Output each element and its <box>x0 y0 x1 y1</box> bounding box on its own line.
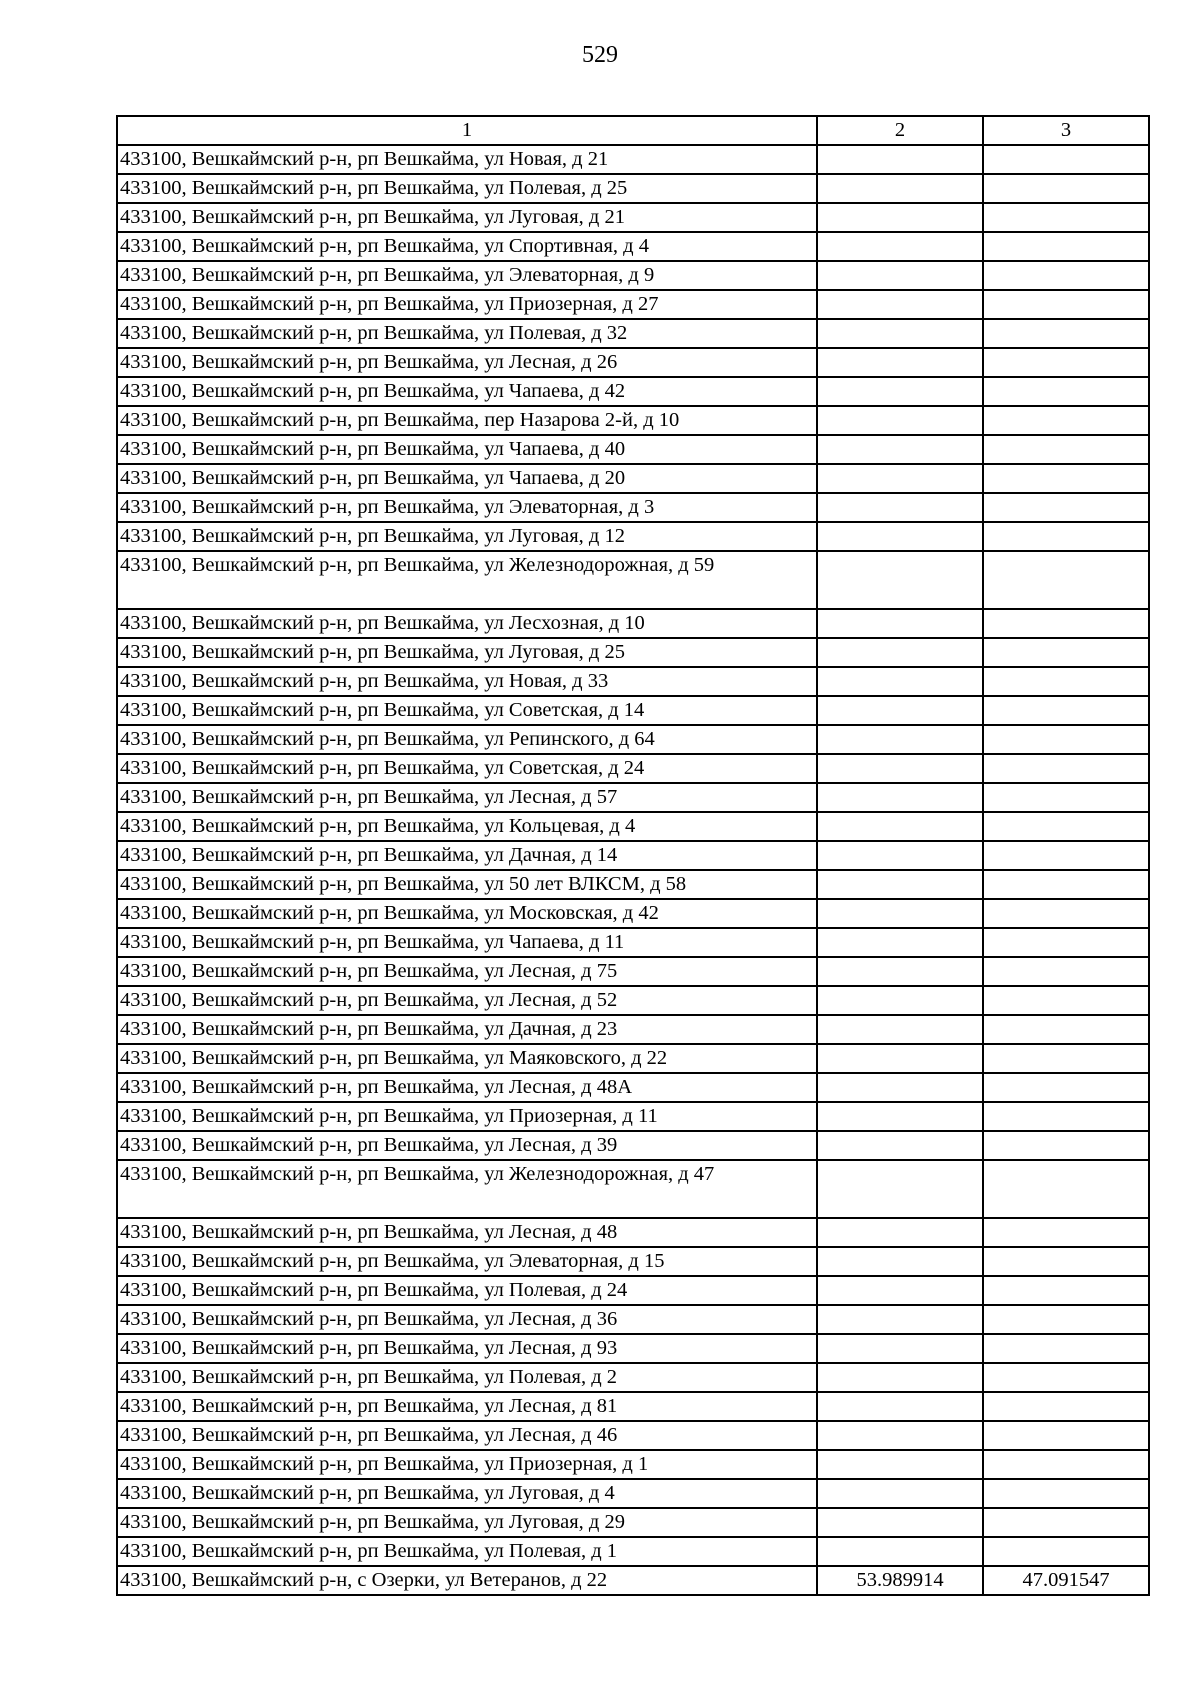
longitude-cell <box>983 638 1149 667</box>
longitude-cell <box>983 1247 1149 1276</box>
latitude-cell <box>817 899 983 928</box>
table-row <box>117 725 1149 754</box>
table-row <box>117 319 1149 348</box>
address-cell: 433100, Вешкаймский р-н, рп Вешкайма, ул Дачная, д 23 <box>117 1015 817 1044</box>
latitude-cell <box>817 1392 983 1421</box>
longitude-cell <box>983 232 1149 261</box>
table-row <box>117 377 1149 406</box>
address-cell: 433100, Вешкаймский р-н, рп Вешкайма, ул Спортивная, д 4 <box>117 232 817 261</box>
longitude-cell <box>983 754 1149 783</box>
address-cell: 433100, Вешкаймский р-н, рп Вешкайма, ул Луговая, д 4 <box>117 1479 817 1508</box>
latitude-cell <box>817 232 983 261</box>
table-row <box>117 1508 1149 1537</box>
table-row <box>117 261 1149 290</box>
longitude-cell <box>983 841 1149 870</box>
latitude-cell <box>817 1276 983 1305</box>
address-table <box>116 115 1150 1596</box>
table-row <box>117 783 1149 812</box>
table-row <box>117 1334 1149 1363</box>
latitude-cell <box>817 1102 983 1131</box>
address-cell: 433100, Вешкаймский р-н, рп Вешкайма, ул Лесная, д 81 <box>117 1392 817 1421</box>
longitude-cell <box>983 1450 1149 1479</box>
address-cell: 433100, Вешкаймский р-н, рп Вешкайма, ул Кольцевая, д 4 <box>117 812 817 841</box>
latitude-cell <box>817 464 983 493</box>
column-header-2: 2 <box>817 116 983 145</box>
longitude-cell <box>983 928 1149 957</box>
address-cell: 433100, Вешкаймский р-н, рп Вешкайма, ул Луговая, д 25 <box>117 638 817 667</box>
latitude-cell <box>817 1073 983 1102</box>
address-cell: 433100, Вешкаймский р-н, рп Вешкайма, ул Полевая, д 25 <box>117 174 817 203</box>
address-cell: 433100, Вешкаймский р-н, рп Вешкайма, ул Московская, д 42 <box>117 899 817 928</box>
address-cell: 433100, Вешкаймский р-н, рп Вешкайма, ул Лесная, д 39 <box>117 1131 817 1160</box>
address-cell: 433100, Вешкаймский р-н, рп Вешкайма, ул Лесная, д 26 <box>117 348 817 377</box>
table-row <box>117 1015 1149 1044</box>
address-cell: 433100, Вешкаймский р-н, рп Вешкайма, ул Приозерная, д 27 <box>117 290 817 319</box>
table-row <box>117 1276 1149 1305</box>
table-row <box>117 870 1149 899</box>
longitude-cell <box>983 812 1149 841</box>
table-row <box>117 290 1149 319</box>
latitude-cell <box>817 638 983 667</box>
latitude-cell <box>817 1479 983 1508</box>
address-cell: 433100, Вешкаймский р-н, рп Вешкайма, ул Лесная, д 36 <box>117 1305 817 1334</box>
table-row <box>117 1160 1149 1218</box>
table-row <box>117 406 1149 435</box>
longitude-cell <box>983 1044 1149 1073</box>
latitude-cell <box>817 696 983 725</box>
longitude-cell <box>983 1160 1149 1218</box>
longitude-cell <box>983 1305 1149 1334</box>
latitude-cell <box>817 174 983 203</box>
latitude-cell <box>817 1015 983 1044</box>
address-cell: 433100, Вешкаймский р-н, рп Вешкайма, ул Чапаева, д 40 <box>117 435 817 464</box>
longitude-cell <box>983 464 1149 493</box>
latitude-cell <box>817 1334 983 1363</box>
longitude-cell <box>983 406 1149 435</box>
latitude-cell <box>817 145 983 174</box>
address-cell: 433100, Вешкаймский р-н, с Озерки, ул Ветеранов, д 22 <box>117 1566 817 1595</box>
table-row <box>117 609 1149 638</box>
latitude-cell <box>817 1160 983 1218</box>
table-row <box>117 493 1149 522</box>
longitude-cell <box>983 870 1149 899</box>
longitude-cell <box>983 609 1149 638</box>
address-cell: 433100, Вешкаймский р-н, рп Вешкайма, ул Лесная, д 93 <box>117 1334 817 1363</box>
longitude-cell <box>983 667 1149 696</box>
address-cell: 433100, Вешкаймский р-н, рп Вешкайма, ул Чапаева, д 42 <box>117 377 817 406</box>
table-row <box>117 551 1149 609</box>
latitude-cell <box>817 406 983 435</box>
latitude-cell <box>817 551 983 609</box>
longitude-cell <box>983 1073 1149 1102</box>
longitude-cell <box>983 377 1149 406</box>
latitude-cell <box>817 986 983 1015</box>
table-row <box>117 232 1149 261</box>
longitude-cell <box>983 899 1149 928</box>
table-header-row <box>117 116 1149 145</box>
longitude-cell <box>983 435 1149 464</box>
address-cell: 433100, Вешкаймский р-н, рп Вешкайма, ул Элеваторная, д 9 <box>117 261 817 290</box>
latitude-cell <box>817 1247 983 1276</box>
address-cell: 433100, Вешкаймский р-н, рп Вешкайма, ул Лесная, д 46 <box>117 1421 817 1450</box>
table-row <box>117 1479 1149 1508</box>
address-cell: 433100, Вешкаймский р-н, рп Вешкайма, ул Луговая, д 12 <box>117 522 817 551</box>
latitude-cell <box>817 783 983 812</box>
column-header-1: 1 <box>117 116 817 145</box>
address-cell: 433100, Вешкаймский р-н, рп Вешкайма, ул Полевая, д 32 <box>117 319 817 348</box>
longitude-cell <box>983 319 1149 348</box>
address-cell: 433100, Вешкаймский р-н, рп Вешкайма, ул Луговая, д 21 <box>117 203 817 232</box>
latitude-cell <box>817 348 983 377</box>
latitude-cell <box>817 928 983 957</box>
longitude-cell <box>983 1131 1149 1160</box>
table-row <box>117 1566 1149 1595</box>
latitude-cell <box>817 1131 983 1160</box>
address-cell: 433100, Вешкаймский р-н, рп Вешкайма, ул Лесная, д 57 <box>117 783 817 812</box>
longitude-cell <box>983 348 1149 377</box>
latitude-cell <box>817 435 983 464</box>
latitude-cell <box>817 754 983 783</box>
longitude-cell <box>983 493 1149 522</box>
latitude-cell <box>817 1537 983 1566</box>
longitude-cell <box>983 1276 1149 1305</box>
address-cell: 433100, Вешкаймский р-н, рп Вешкайма, пер Назарова 2-й, д 10 <box>117 406 817 435</box>
table-row <box>117 1044 1149 1073</box>
address-cell: 433100, Вешкаймский р-н, рп Вешкайма, ул Элеваторная, д 15 <box>117 1247 817 1276</box>
page-number: 529 <box>582 42 618 68</box>
table-row <box>117 986 1149 1015</box>
longitude-cell <box>983 957 1149 986</box>
address-cell: 433100, Вешкаймский р-н, рп Вешкайма, ул Полевая, д 24 <box>117 1276 817 1305</box>
address-cell: 433100, Вешкаймский р-н, рп Вешкайма, ул Чапаева, д 20 <box>117 464 817 493</box>
longitude-cell <box>983 1421 1149 1450</box>
address-cell: 433100, Вешкаймский р-н, рп Вешкайма, ул Лесная, д 52 <box>117 986 817 1015</box>
latitude-cell <box>817 1363 983 1392</box>
latitude-cell <box>817 203 983 232</box>
table-row <box>117 638 1149 667</box>
table-row <box>117 1537 1149 1566</box>
address-cell: 433100, Вешкаймский р-н, рп Вешкайма, ул Советская, д 24 <box>117 754 817 783</box>
table-row <box>117 928 1149 957</box>
table-row <box>117 957 1149 986</box>
table-row <box>117 1131 1149 1160</box>
table-row <box>117 1421 1149 1450</box>
table-row <box>117 435 1149 464</box>
address-cell: 433100, Вешкаймский р-н, рп Вешкайма, ул Новая, д 21 <box>117 145 817 174</box>
table-row <box>117 464 1149 493</box>
table-row <box>117 203 1149 232</box>
table-row <box>117 754 1149 783</box>
address-cell: 433100, Вешкаймский р-н, рп Вешкайма, ул Лесная, д 75 <box>117 957 817 986</box>
latitude-cell <box>817 319 983 348</box>
longitude-cell <box>983 1392 1149 1421</box>
longitude-cell <box>983 1334 1149 1363</box>
address-cell: 433100, Вешкаймский р-н, рп Вешкайма, ул Элеваторная, д 3 <box>117 493 817 522</box>
latitude-cell <box>817 609 983 638</box>
table-row <box>117 1102 1149 1131</box>
column-header-3: 3 <box>983 116 1149 145</box>
latitude-cell <box>817 870 983 899</box>
longitude-cell <box>983 174 1149 203</box>
table-row <box>117 812 1149 841</box>
table-row <box>117 1392 1149 1421</box>
longitude-cell <box>983 1102 1149 1131</box>
address-cell: 433100, Вешкаймский р-н, рп Вешкайма, ул Лесная, д 48 <box>117 1218 817 1247</box>
table-row <box>117 522 1149 551</box>
latitude-cell <box>817 1450 983 1479</box>
latitude-cell: 53.989914 <box>817 1566 983 1595</box>
longitude-cell <box>983 145 1149 174</box>
longitude-cell <box>983 1218 1149 1247</box>
table-row <box>117 899 1149 928</box>
longitude-cell <box>983 551 1149 609</box>
latitude-cell <box>817 1044 983 1073</box>
latitude-cell <box>817 1305 983 1334</box>
table-row <box>117 667 1149 696</box>
latitude-cell <box>817 377 983 406</box>
table-row <box>117 174 1149 203</box>
latitude-cell <box>817 957 983 986</box>
table-row <box>117 145 1149 174</box>
address-cell: 433100, Вешкаймский р-н, рп Вешкайма, ул Полевая, д 1 <box>117 1537 817 1566</box>
table-row <box>117 841 1149 870</box>
address-cell: 433100, Вешкаймский р-н, рп Вешкайма, ул Новая, д 33 <box>117 667 817 696</box>
latitude-cell <box>817 1421 983 1450</box>
longitude-cell <box>983 290 1149 319</box>
longitude-cell <box>983 1363 1149 1392</box>
latitude-cell <box>817 667 983 696</box>
latitude-cell <box>817 1508 983 1537</box>
longitude-cell <box>983 1015 1149 1044</box>
table-row <box>117 1305 1149 1334</box>
table-row <box>117 348 1149 377</box>
longitude-cell <box>983 783 1149 812</box>
latitude-cell <box>817 725 983 754</box>
address-cell: 433100, Вешкаймский р-н, рп Вешкайма, ул Полевая, д 2 <box>117 1363 817 1392</box>
longitude-cell: 47.091547 <box>983 1566 1149 1595</box>
address-cell: 433100, Вешкаймский р-н, рп Вешкайма, ул Чапаева, д 11 <box>117 928 817 957</box>
longitude-cell <box>983 986 1149 1015</box>
table-row <box>117 1247 1149 1276</box>
latitude-cell <box>817 1218 983 1247</box>
longitude-cell <box>983 261 1149 290</box>
longitude-cell <box>983 1479 1149 1508</box>
table-row <box>117 1073 1149 1102</box>
longitude-cell <box>983 1508 1149 1537</box>
address-cell: 433100, Вешкаймский р-н, рп Вешкайма, ул 50 лет ВЛКСМ, д 58 <box>117 870 817 899</box>
latitude-cell <box>817 841 983 870</box>
address-cell: 433100, Вешкаймский р-н, рп Вешкайма, ул Лесная, д 48А <box>117 1073 817 1102</box>
longitude-cell <box>983 203 1149 232</box>
latitude-cell <box>817 261 983 290</box>
longitude-cell <box>983 696 1149 725</box>
address-cell: 433100, Вешкаймский р-н, рп Вешкайма, ул Репинского, д 64 <box>117 725 817 754</box>
address-cell: 433100, Вешкаймский р-н, рп Вешкайма, ул Советская, д 14 <box>117 696 817 725</box>
latitude-cell <box>817 812 983 841</box>
address-cell: 433100, Вешкаймский р-н, рп Вешкайма, ул Луговая, д 29 <box>117 1508 817 1537</box>
table-row <box>117 1450 1149 1479</box>
table-row <box>117 1363 1149 1392</box>
address-cell: 433100, Вешкаймский р-н, рп Вешкайма, ул Железнодорожная, д 59 <box>117 551 817 609</box>
address-table-body <box>117 116 1149 1595</box>
longitude-cell <box>983 725 1149 754</box>
address-cell: 433100, Вешкаймский р-н, рп Вешкайма, ул Железнодорожная, д 47 <box>117 1160 817 1218</box>
address-cell: 433100, Вешкаймский р-н, рп Вешкайма, ул Приозерная, д 1 <box>117 1450 817 1479</box>
longitude-cell <box>983 1537 1149 1566</box>
table-row <box>117 1218 1149 1247</box>
table-row <box>117 696 1149 725</box>
latitude-cell <box>817 290 983 319</box>
address-cell: 433100, Вешкаймский р-н, рп Вешкайма, ул Дачная, д 14 <box>117 841 817 870</box>
address-cell: 433100, Вешкаймский р-н, рп Вешкайма, ул Маяковского, д 22 <box>117 1044 817 1073</box>
address-cell: 433100, Вешкаймский р-н, рп Вешкайма, ул Приозерная, д 11 <box>117 1102 817 1131</box>
latitude-cell <box>817 493 983 522</box>
latitude-cell <box>817 522 983 551</box>
longitude-cell <box>983 522 1149 551</box>
address-cell: 433100, Вешкаймский р-н, рп Вешкайма, ул Лесхозная, д 10 <box>117 609 817 638</box>
